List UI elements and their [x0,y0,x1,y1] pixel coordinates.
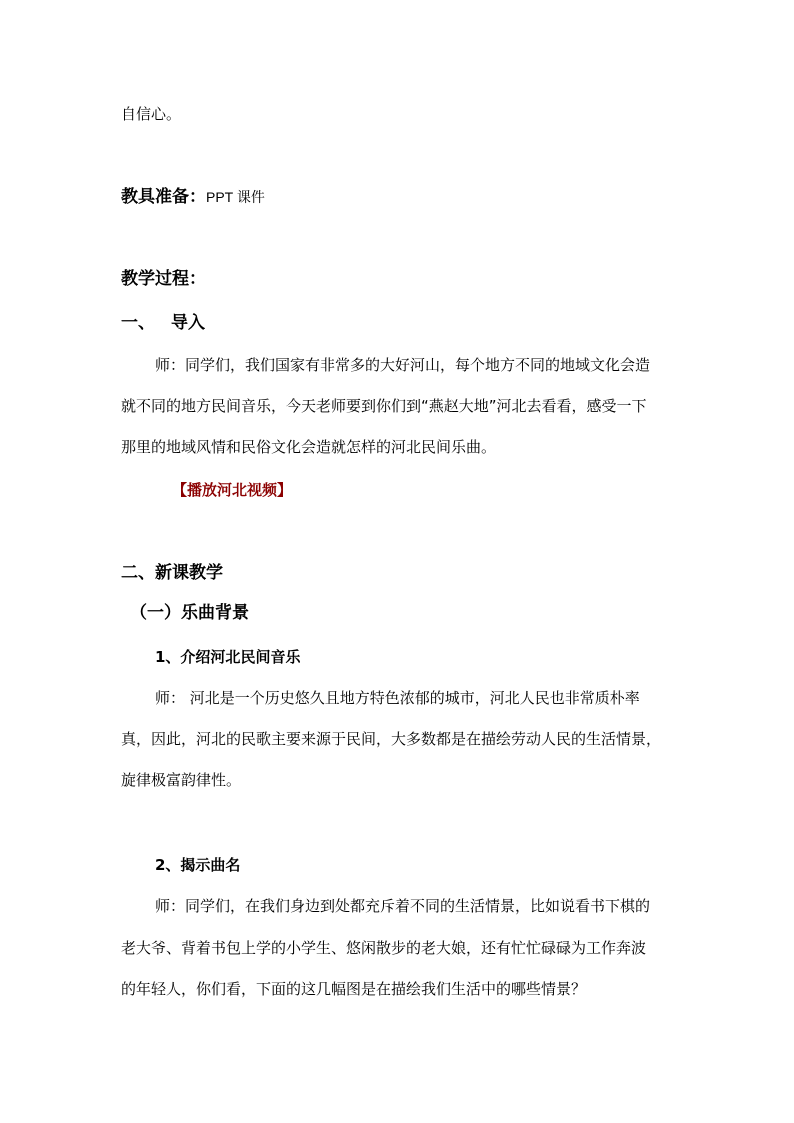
paragraph-2-line-1: 师： 河北是一个历史悠久且地方特色浓郁的城市，河北人民也非常质朴率 [155,689,640,707]
paragraph-1-line-3: 那里的地域风情和民俗文化会造就怎样的河北民间乐曲。 [121,438,497,456]
paragraph-1-line-2: 就不同的地方民间音乐，今天老师要到你们到“燕赵大地”河北去看看，感受一下 [121,397,647,415]
section-2-heading: 二、新课教学 [121,563,223,583]
paragraph-2-line-3: 旋律极富韵律性。 [121,771,242,789]
teaching-tools-label: 教具准备： [121,187,206,207]
item-1-heading: 1、介绍河北民间音乐 [155,648,301,666]
teaching-tools-value: PPT 课件 [206,189,265,205]
item-2-heading: 2、揭示曲名 [155,856,241,874]
teaching-tools-line [121,186,265,208]
process-heading: 教学过程： [121,269,206,289]
text-line: 自信心。 [121,105,182,123]
paragraph-1-line-1: 师：同学们，我们国家有非常多的大好河山，每个地方不同的地域文化会造 [155,356,651,374]
section-1-number: 一、 [121,313,155,333]
subsection-1-heading: （一）乐曲背景 [130,603,249,623]
paragraph-2-line-2: 真，因此，河北的民歌主要来源于民间，大多数都是在描绘劳动人民的生活情景， [121,730,662,748]
section-1-title: 导入 [171,313,205,333]
paragraph-3-line-3: 的年轻人，你们看，下面的这几幅图是在描绘我们生活中的哪些情景？ [121,980,587,998]
section-1-heading [121,312,205,334]
paragraph-3-line-1: 师：同学们，在我们身边到处都充斥着不同的生活情景，比如说看书下棋的 [155,897,651,915]
paragraph-3-line-2: 老大爷、背着书包上学的小学生、悠闲散步的老大娘，还有忙忙碌碌为工作奔波 [121,939,647,957]
video-note: 【播放河北视频】 [172,481,293,499]
